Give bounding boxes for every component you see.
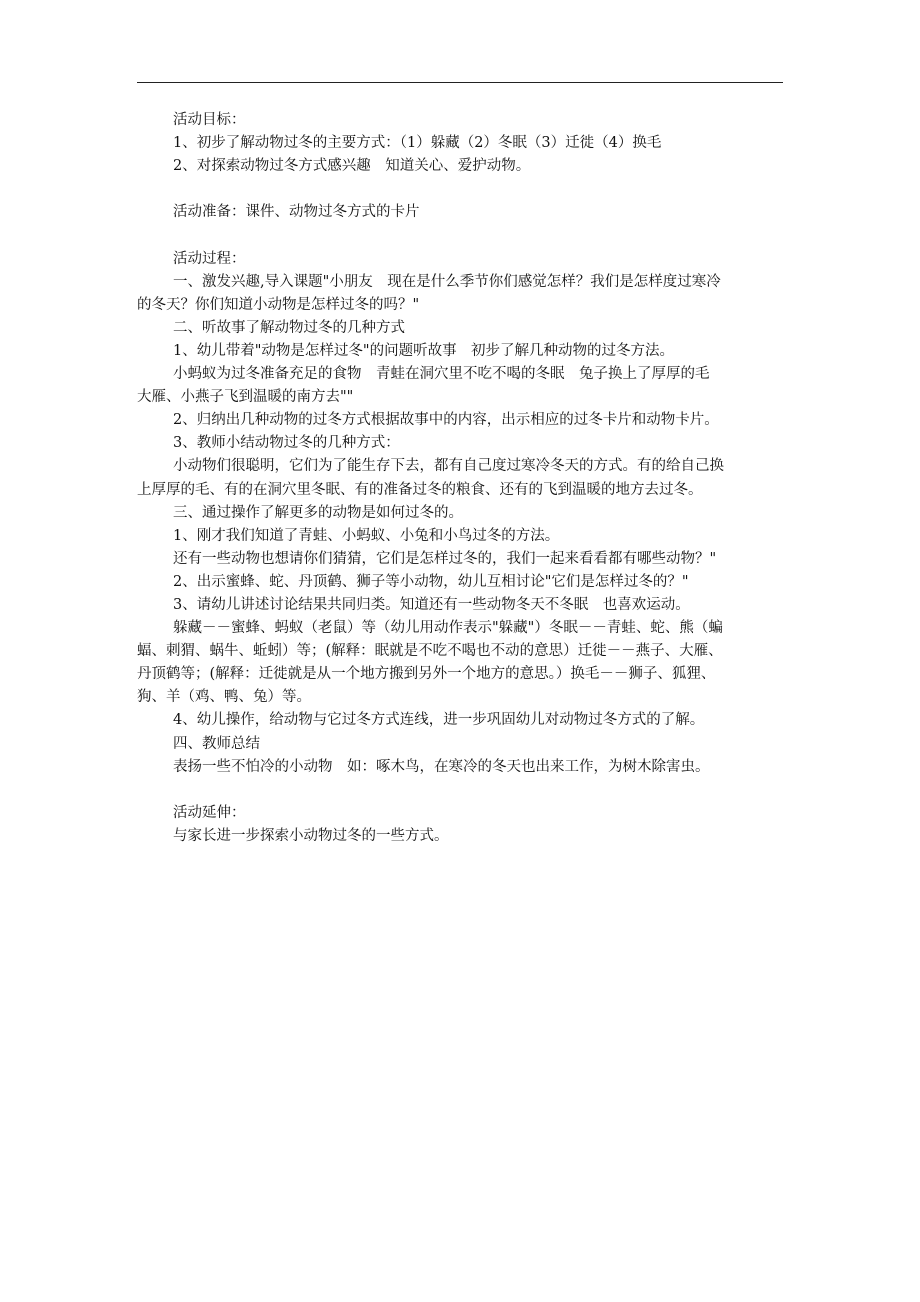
goals-heading: 活动目标：: [173, 112, 246, 128]
process-line: 丹顶鹤等；(解释：迁徙就是从一个地方搬到另外一个地方的意思。）换毛－－狮子、狐狸、: [137, 666, 716, 683]
spacer: [137, 224, 787, 247]
process-line: 1、幼儿带着"动物是怎样过冬"的问题听故事 初步了解几种动物的过冬方法。: [173, 342, 675, 359]
header-rule: [137, 82, 783, 83]
process-line: 的冬天？你们知道小动物是怎样过冬的吗？": [137, 296, 420, 313]
process-line: 1、刚才我们知道了青蛙、小蚂蚁、小兔和小鸟过冬的方法。: [173, 527, 560, 544]
process-line: 蝠、刺猬、蜗牛、蚯蚓）等；(解释：眠就是不吃不喝也不动的意思）迁徙－－燕子、大雁、: [137, 643, 723, 660]
process-line: 还有一些动物也想请你们猜猜，它们是怎样过冬的，我们一起来看看都有哪些动物？": [173, 550, 717, 567]
process-line: 3、教师小结动物过冬的几种方式：: [173, 435, 400, 452]
preparation-line: 活动准备：课件、动物过冬方式的卡片: [173, 204, 420, 221]
spacer: [137, 178, 787, 201]
process-line: 表扬一些不怕冷的小动物 如：啄木鸟，在寒冷的冬天也出来工作，为树木除害虫。: [173, 758, 710, 775]
process-line: 4、幼儿操作，给动物与它过冬方式连线，进一步巩固幼儿对动物过冬方式的了解。: [173, 712, 705, 729]
process-line: 狗、羊（鸡、鸭、兔）等。: [137, 689, 311, 706]
process-line: 2、出示蜜蜂、蛇、丹顶鹤、狮子等小动物，幼儿互相讨论"它们是怎样过冬的？": [173, 573, 689, 590]
extension-heading: 活动延伸：: [173, 804, 246, 821]
process-line: 四、教师总结: [173, 735, 260, 752]
process-line: 3、请幼儿讲述讨论结果共同归类。知道还有一些动物冬天不冬眠 也喜欢运动。: [173, 596, 690, 613]
goal-item-1: 1、初步了解动物过冬的主要方式：（1）躲藏（2）冬眠（3）迁徙（4）换毛: [173, 135, 662, 152]
process-line: 躲藏－－蜜蜂、蚂蚁（老鼠）等（幼儿用动作表示"躲藏"）冬眠－－青蛙、蛇、熊（蝙: [173, 620, 723, 637]
process-line: 2、归纳出几种动物的过冬方式根据故事中的内容，出示相应的过冬卡片和动物卡片。: [173, 412, 719, 429]
process-line: 三、通过操作了解更多的动物是如何过冬的。: [173, 504, 463, 521]
process-line: 小蚂蚁为过冬准备充足的食物 青蛙在洞穴里不吃不喝的冬眠 兔子换上了厚厚的毛: [173, 366, 710, 383]
extension-text: 与家长进一步探索小动物过冬的一些方式。: [173, 827, 449, 844]
process-line: 一、激发兴趣,导入课题"小朋友 现在是什么季节你们感觉怎样？我们是怎样度过寒冷: [173, 273, 721, 290]
process-line: 大雁、小燕子飞到温暖的南方去"": [137, 389, 354, 406]
goal-item-2: 2、对探索动物过冬方式感兴趣 知道关心、爱护动物。: [173, 158, 531, 175]
document-body: [137, 109, 787, 848]
process-section: [137, 271, 787, 779]
process-line: 二、听故事了解动物过冬的几种方式: [173, 319, 405, 336]
process-heading: 活动过程：: [173, 250, 246, 267]
process-line: 上厚厚的毛、有的在洞穴里冬眠、有的准备过冬的粮食、还有的飞到温暖的地方去过冬。: [137, 481, 703, 498]
spacer: [137, 779, 787, 802]
process-line: 小动物们很聪明，它们为了能生存下去，都有自己度过寒冷冬天的方式。有的给自己换: [173, 458, 724, 475]
